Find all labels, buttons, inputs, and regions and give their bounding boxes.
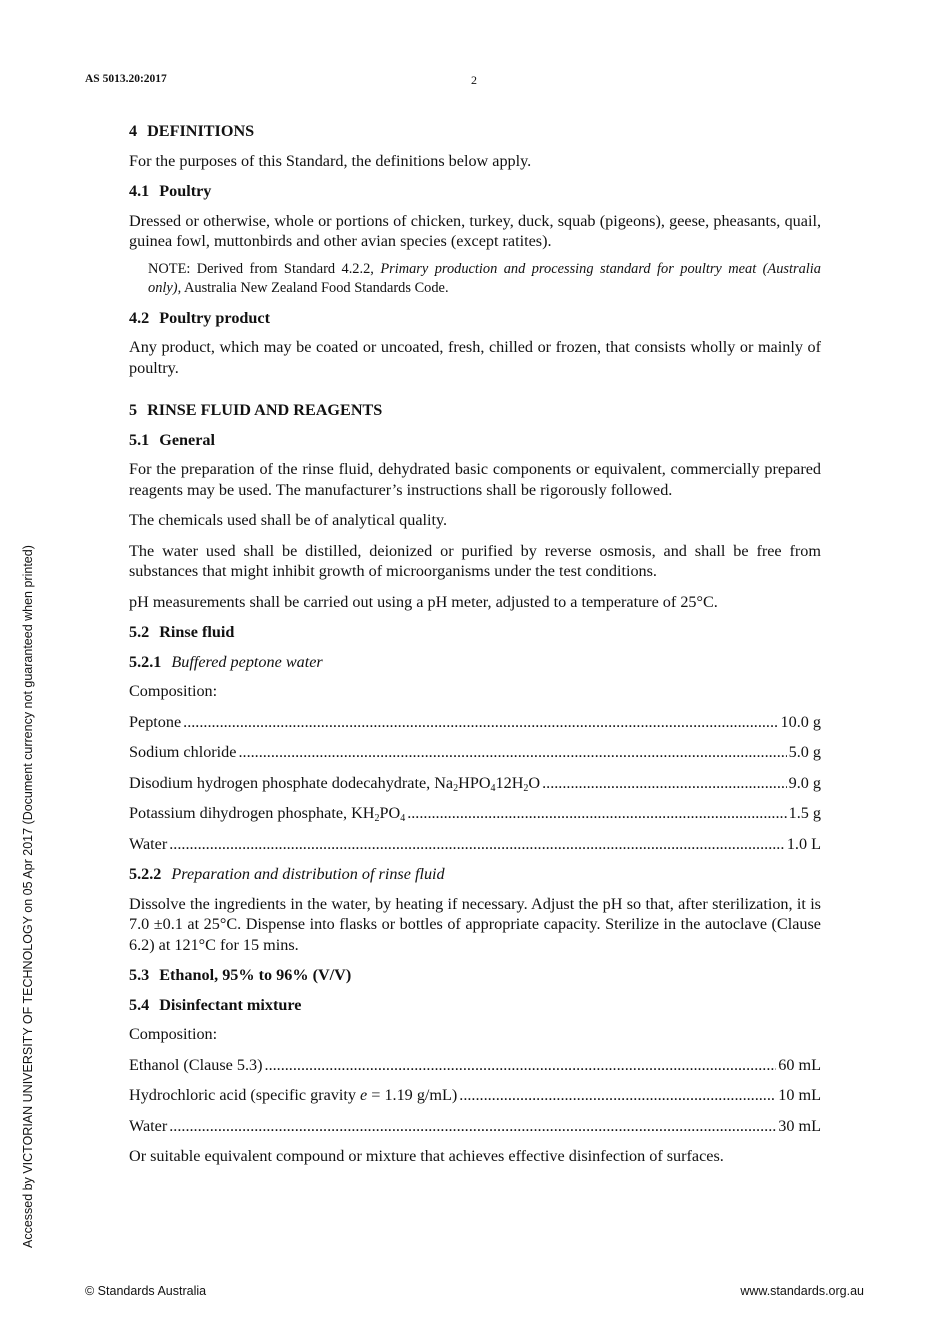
ingredient-name: Water xyxy=(129,1116,168,1135)
ingredient-amount: 30 mL xyxy=(778,1116,821,1135)
clause-number: 5.2.2 xyxy=(129,865,162,883)
section-number: 5 xyxy=(129,401,138,419)
clause-number: 4.1 xyxy=(129,182,150,200)
section-4-intro: For the purposes of this Standard, the definitions below apply. xyxy=(129,151,532,170)
general-paragraph-2: The chemicals used shall be of analytical quality. xyxy=(129,511,448,529)
ingredient-name: Ethanol (Clause 5.3) xyxy=(129,1055,263,1074)
clause-5-3-heading xyxy=(129,965,821,986)
ingredient-row-peptone xyxy=(129,712,821,733)
section-number: 4 xyxy=(129,122,138,140)
clause-title: Preparation and distribution of rinse fluid xyxy=(171,865,445,883)
clause-number: 5.2.1 xyxy=(129,652,162,671)
dot-leader xyxy=(169,1116,776,1137)
composition-label: Composition: xyxy=(129,1025,218,1043)
clause-4-2-heading xyxy=(129,308,821,329)
ingredient-amount: 1.0 L xyxy=(786,834,821,853)
ingredient-amount: 10.0 g xyxy=(780,712,821,731)
clause-title: Poultry product xyxy=(159,308,271,327)
clause-number: 5.2 xyxy=(129,623,150,641)
clause-number: 5.4 xyxy=(129,995,150,1014)
clause-title: Disinfectant mixture xyxy=(159,995,302,1014)
dot-leader xyxy=(238,742,786,763)
ingredient-row-water xyxy=(129,834,821,855)
poultry-note xyxy=(148,260,821,298)
page-content xyxy=(129,121,821,1177)
ingredient-amount: 10 mL xyxy=(778,1086,821,1104)
clause-5-2-1-heading xyxy=(129,652,821,673)
ingredient-amount: 1.5 g xyxy=(788,804,821,822)
section-title: DEFINITIONS xyxy=(147,122,255,140)
clause-number: 4.2 xyxy=(129,308,150,327)
poultry-definition: Dressed or otherwise, whole or portions of chicken, turkey, duck, squab (pigeons), geese, pheasants, quail, guinea fowl, muttonbirds and other avian species (except ratites). xyxy=(129,211,821,250)
clause-number: 5.1 xyxy=(129,430,150,449)
general-paragraph-1: For the preparation of the rinse fluid, dehydrated basic components or equivalent, commercially prepared reagents may be used. The manufacturer’s instructions shall be rigorously followed. xyxy=(129,460,821,499)
note-suffix: , Australia New Zealand Food Standards Code. xyxy=(177,279,449,296)
clause-5-1-heading xyxy=(129,430,821,451)
ingredient-name: Sodium chloride xyxy=(129,743,237,761)
section-5-heading xyxy=(129,400,821,421)
page-number: 2 xyxy=(471,73,477,87)
dot-leader xyxy=(265,1055,777,1076)
clause-5-2-2-heading xyxy=(129,864,821,885)
dot-leader xyxy=(459,1085,776,1106)
general-paragraph-4: pH measurements shall be carried out using a pH meter, adjusted to a temperature of 25°C. xyxy=(129,592,718,611)
note-title: Primary production and processing standard for poultry meat (Australia only) xyxy=(148,260,821,296)
website-link[interactable]: www.standards.org.au xyxy=(740,1284,864,1298)
ingredient-name: Disodium hydrogen phosphate dodecahydrate, $Na_2HPO_412H_2O$ xyxy=(129,773,541,794)
clause-title: Ethanol, 95% to 96% (V/V) xyxy=(159,966,352,984)
clause-title: Poultry xyxy=(159,182,212,200)
dot-leader xyxy=(183,712,778,733)
dot-leader xyxy=(542,773,787,794)
clause-number: 5.3 xyxy=(129,966,150,984)
ingredient-name: Peptone xyxy=(129,712,182,731)
mixture-row-ethanol xyxy=(129,1055,821,1076)
composition-label: Composition: xyxy=(129,682,218,700)
ingredient-amount: 60 mL xyxy=(778,1055,821,1074)
ingredient-name: Potassium dihydrogen phosphate, $KH_2PO_4$ xyxy=(129,804,406,824)
ingredient-amount: 5.0 g xyxy=(788,743,821,761)
mixture-row-hydrochloric-acid xyxy=(129,1085,821,1106)
clause-title: Rinse fluid xyxy=(159,623,235,641)
section-title: RINSE FLUID AND REAGENTS xyxy=(147,401,383,419)
access-watermark: Accessed by VICTORIAN UNIVERSITY OF TECHNOLOGY on 05 Apr 2017 (Document currency not guaranteed when printed) xyxy=(21,545,35,1248)
note-prefix: NOTE: Derived from Standard 4.2.2, xyxy=(148,260,381,277)
ingredient-amount: 9.0 g xyxy=(788,773,821,792)
ingredient-row-sodium-chloride xyxy=(129,742,821,763)
clause-title: Buffered peptone water xyxy=(171,652,323,671)
clause-title: General xyxy=(159,430,215,449)
preparation-paragraph: Dissolve the ingredients in the water, by heating if necessary. Adjust the pH so that, after sterilization, it is 7.0 ±0.1 at 25°C. Dispense into flasks or bottles of appropriate capacity. Sterilize in the autoclave (Clause 6.2) at 121°C for 15 mins. xyxy=(129,894,821,954)
clause-5-2-heading xyxy=(129,622,821,643)
ingredient-row-potassium-phosphate xyxy=(129,803,821,824)
mixture-row-water xyxy=(129,1116,821,1137)
ingredient-row-disodium-phosphate xyxy=(129,773,821,794)
dot-leader xyxy=(169,834,785,855)
mixture-closing-paragraph: Or suitable equivalent compound or mixture that achieves effective disinfection of surfaces. xyxy=(129,1147,724,1165)
clause-5-4-heading xyxy=(129,995,821,1016)
section-4-heading xyxy=(129,121,821,142)
ingredient-name: Water xyxy=(129,834,168,853)
ingredient-name: Hydrochloric acid (specific gravity e = 1.19 g/mL) xyxy=(129,1086,458,1104)
dot-leader xyxy=(407,803,786,824)
copyright-footer: © Standards Australia xyxy=(85,1284,207,1298)
clause-4-1-heading xyxy=(129,181,821,202)
general-paragraph-3: The water used shall be distilled, deionized or purified by reverse osmosis, and shall be free from substances that might inhibit growth of microorganisms under the test conditions. xyxy=(129,541,821,580)
document-id: AS 5013.20:2017 xyxy=(85,73,167,85)
poultry-product-definition: Any product, which may be coated or uncoated, fresh, chilled or frozen, that consists wholly or mainly of poultry. xyxy=(129,338,821,377)
